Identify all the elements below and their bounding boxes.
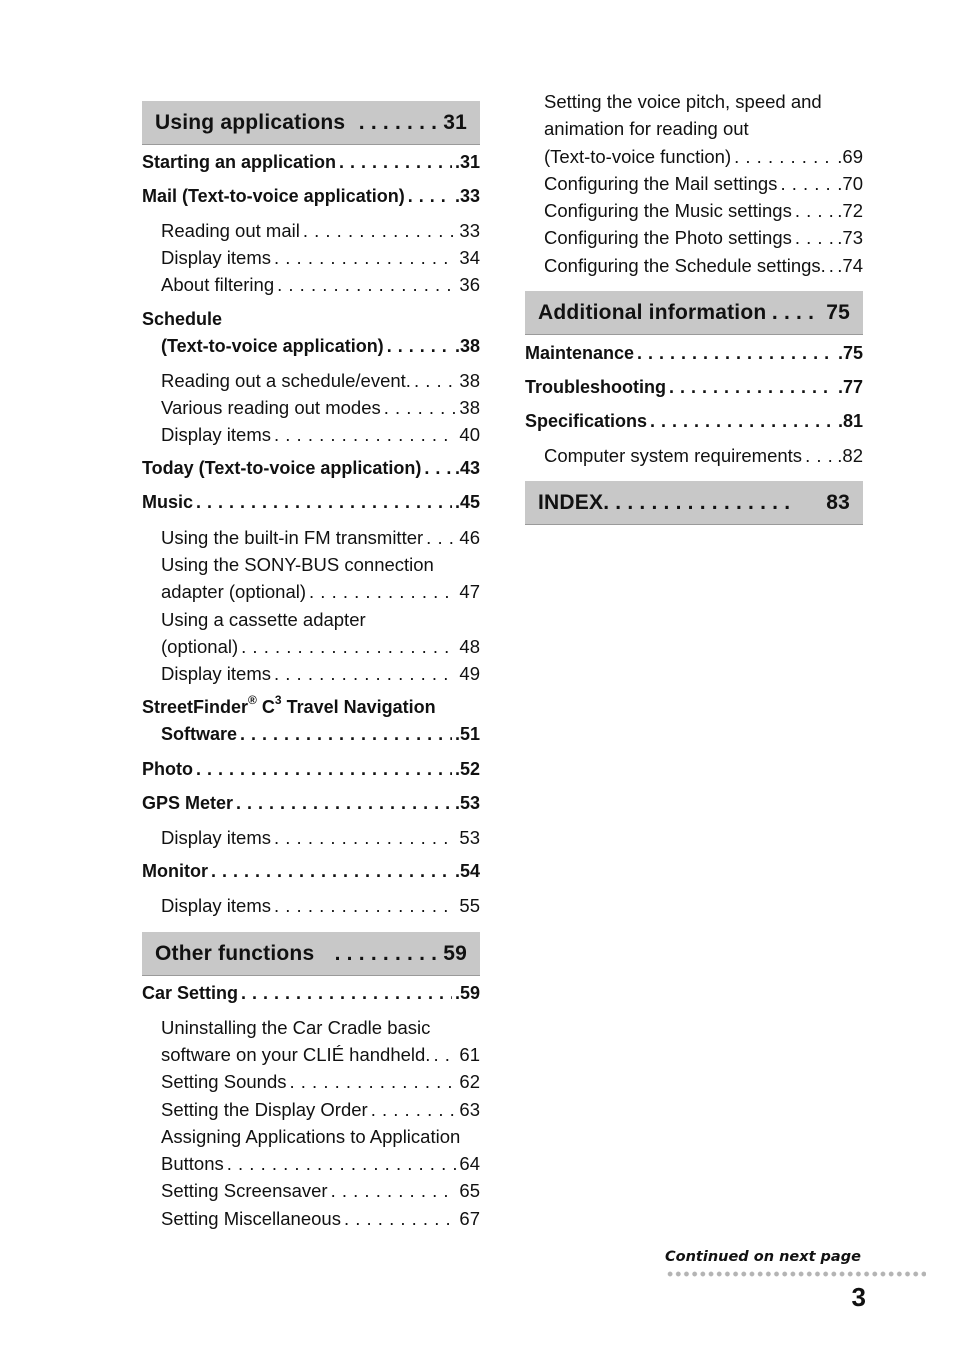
toc-subentry-photo-settings[interactable]: Configuring the Photo settings . . . .73 [525,224,863,251]
leader-dots [277,271,456,298]
toc-subentry-voice-pitch[interactable]: Setting the voice pitch, speed and [544,91,822,112]
toc-subentry-cassette-adapter-cont[interactable]: (optional) . . . 48 [142,633,480,660]
dotted-rule [666,1270,926,1278]
toc-subentry-uninstalling[interactable]: Uninstalling the Car Cradle basic [161,1017,431,1038]
toc-entry-music[interactable]: Music . . . .45 [142,489,480,516]
leader-dots [274,892,456,919]
leader-dots [241,633,456,660]
leader-dots [650,408,835,435]
toc-subentry-reading-out-mail[interactable]: Reading out mail . . . 33 [142,217,480,244]
toc-entry-specifications[interactable]: Specifications . . . .81 [525,408,863,435]
toc-entry-starting-application[interactable]: Starting an application . . . .31 [142,149,480,176]
leader-dots [309,578,456,605]
toc-subentry-music-settings[interactable]: Configuring the Music settings . . . .72 [525,197,863,224]
leader-dots [274,824,456,851]
toc-subentry-uninstalling-cont[interactable]: software on your CLIÉ handheld. . . . 61 [142,1041,480,1068]
section-label: INDEX. . . . . . . . . . . . . . . . [538,490,791,514]
leader-dots [240,721,452,748]
leader-dots [227,1150,457,1177]
toc-subentry-display-items[interactable]: Display items . . . 53 [142,824,480,851]
toc-entry-car-setting[interactable]: Car Setting . . . .59 [142,980,480,1007]
toc-subentry-reading-out-schedule[interactable]: Reading out a schedule/event. . . . 38 [142,367,480,394]
leader-dots [196,756,452,783]
toc-subentry-display-items[interactable]: Display items . . . 40 [142,421,480,448]
leader-dots [805,442,834,469]
leader-dots [241,980,452,1007]
leader-dots [196,489,452,516]
toc-entry-maintenance[interactable]: Maintenance . . . .75 [525,340,863,367]
toc-entry-schedule[interactable]: Schedule [142,309,223,329]
toc-entry-schedule-cont[interactable]: (Text-to-voice application) . . . .38 [142,333,480,360]
section-header-index[interactable] [525,481,863,525]
leader-dots [426,524,456,551]
toc-entry-troubleshooting[interactable]: Troubleshooting . . . .77 [525,374,863,401]
leader-dots [669,374,835,401]
continued-on-next-page: Continued on next page [665,1249,861,1265]
toc-subentry-setting-sounds[interactable]: Setting Sounds . . . 62 [142,1068,480,1095]
toc-subentry-display-items[interactable]: Display items . . . 34 [142,244,480,271]
section-page: 83 [826,490,850,514]
toc-subentry-computer-requirements[interactable]: Computer system requirements . . . .82 [525,442,863,469]
page-number: 3 [851,1282,866,1312]
leader-dots [303,217,457,244]
section-page: . . . . . . . 31 [358,110,467,134]
leader-dots [211,858,452,885]
leader-dots [236,790,452,817]
toc-entry-streetfinder[interactable]: StreetFinder® $C^3$ Travel Navigation [142,693,436,717]
toc-subentry-sony-bus-cont[interactable]: adapter (optional) . . . 47 [142,578,480,605]
leader-dots [384,394,457,421]
leader-dots [289,1068,456,1095]
section-label: Additional information [538,300,767,324]
section-header-additional-information[interactable] [525,291,863,335]
toc-subentry-display-items[interactable]: Display items . . . 49 [142,660,480,687]
section-header-using-applications[interactable] [142,101,480,145]
toc-subentry-voice-pitch-cont[interactable]: animation for reading out [544,118,749,139]
toc-entry-photo[interactable]: Photo . . . .52 [142,756,480,783]
section-page: . . . . . . . . . 59 [334,941,467,965]
leader-dots [339,149,452,176]
toc-subentry-schedule-settings[interactable]: Configuring the Schedule settings. . . . .74 [525,252,863,279]
toc-subentry-cassette-adapter[interactable]: Using a cassette adapter [161,609,366,630]
toc-subentry-mail-settings[interactable]: Configuring the Mail settings . . . .70 [525,170,863,197]
leader-dots [274,244,456,271]
leader-dots [734,143,834,170]
section-label: Other functions [155,941,315,965]
toc-subentry-display-order[interactable]: Setting the Display Order . . . 63 [142,1096,480,1123]
section-page: . . . . 75 [771,300,850,324]
leader-dots [414,367,456,394]
toc-subentry-voice-pitch-cont2[interactable]: (Text-to-voice function) . . . .69 [525,143,863,170]
toc-entry-streetfinder-cont[interactable]: Software . . . .51 [142,721,480,748]
toc-subentry-assigning-applications-cont[interactable]: Buttons . . . 64 [142,1150,480,1177]
leader-dots [274,421,456,448]
section-label: Using applications [155,110,346,134]
toc-subentry-reading-modes[interactable]: Various reading out modes . . . 38 [142,394,480,421]
leader-dots [408,183,452,210]
leader-dots [637,340,835,367]
leader-dots [424,455,452,482]
leader-dots [344,1205,456,1232]
toc-entry-monitor[interactable]: Monitor . . . .54 [142,858,480,885]
leader-dots [274,660,456,687]
toc-entry-mail[interactable]: Mail (Text-to-voice application) . . . .33 [142,183,480,210]
toc-subentry-display-items[interactable]: Display items . . . 55 [142,892,480,919]
leader-dots [371,1096,457,1123]
leader-dots [780,170,834,197]
section-header-other-functions[interactable] [142,932,480,976]
toc-subentry-screensaver[interactable]: Setting Screensaver . . . 65 [142,1177,480,1204]
leader-dots [433,1041,456,1068]
leader-dots [387,333,452,360]
leader-dots [331,1177,457,1204]
toc-subentry-miscellaneous[interactable]: Setting Miscellaneous . . . 67 [142,1205,480,1232]
toc-entry-gps-meter[interactable]: GPS Meter . . . .53 [142,790,480,817]
leader-dots [795,224,834,251]
toc-subentry-assigning-applications[interactable]: Assigning Applications to Application [161,1126,461,1147]
leader-dots [795,197,834,224]
leader-dots [829,252,834,279]
toc-subentry-sony-bus[interactable]: Using the SONY-BUS connection [161,554,434,575]
toc-subentry-fm-transmitter[interactable]: Using the built-in FM transmitter . . . 46 [142,524,480,551]
toc-entry-today[interactable]: Today (Text-to-voice application) . . . .43 [142,455,480,482]
toc-subentry-about-filtering[interactable]: About filtering . . . 36 [142,271,480,298]
